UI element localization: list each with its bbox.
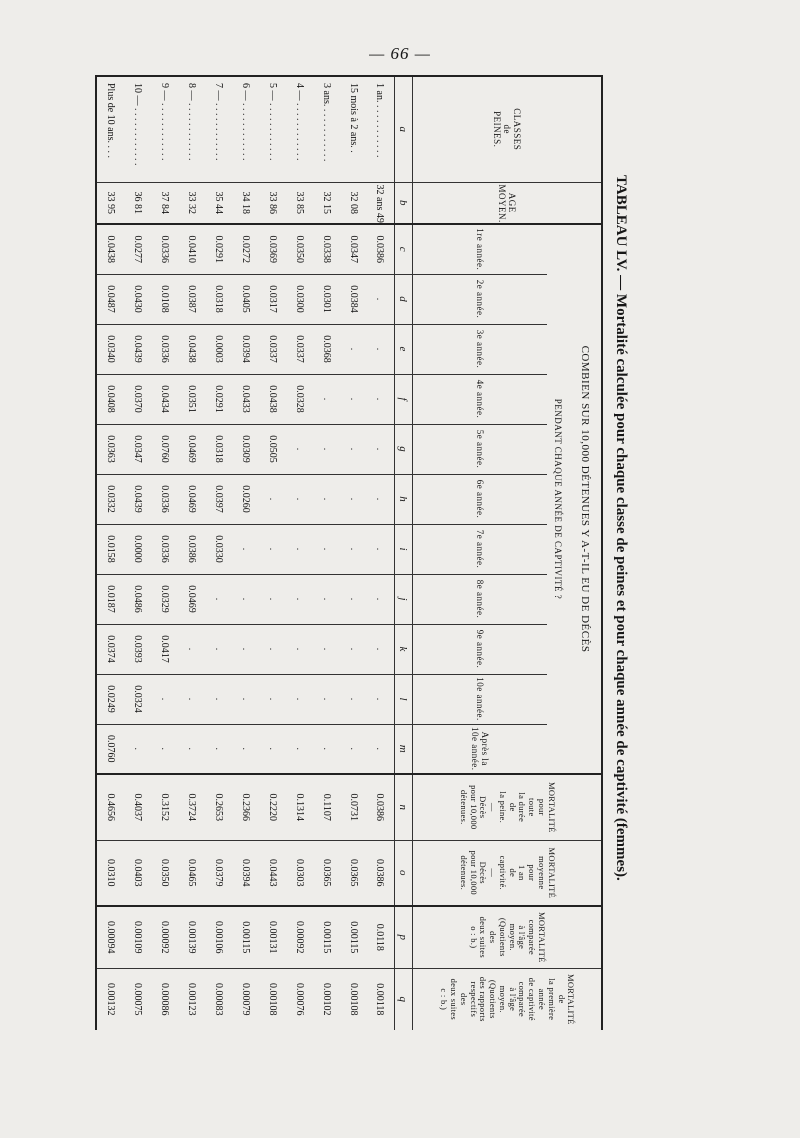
header-line: la première [546,978,557,1021]
column-letter: j [394,574,412,624]
header-year: 6e année. [412,474,547,524]
year-value: . [313,424,340,474]
year-value: 0.0393 [124,624,151,674]
header-year: 1re année. [412,224,547,274]
year-value: . [178,674,205,724]
year-value: . [366,674,394,724]
year-value: . [178,624,205,674]
year-value: 0.0439 [124,324,151,374]
year-value: . [313,624,340,674]
year-value: . [286,474,313,524]
year-value: 0.0249 [96,674,124,724]
page-number: — 66 — [369,44,431,63]
header-line: Décès [478,796,489,819]
row-label: 1 an. . . . . . . . . . . . [366,76,394,182]
year-value: 0.0332 [96,474,124,524]
mortalite-duree-value: 0.1314 [286,774,313,840]
mortalite-duree-value: 0.2366 [232,774,259,840]
column-letter: b [394,182,412,224]
year-value: . [232,574,259,624]
mortalite-duree-value: 0.2220 [259,774,286,840]
header-line: 1 an [517,864,528,881]
year-value: 0.0291 [205,374,232,424]
year-value: 0.0394 [232,324,259,374]
year-value: . [232,674,259,724]
mortalite-duree-value: 0.2653 [205,774,232,840]
mortalite-comparee-value: 0.0118 [366,906,394,968]
year-value: . [259,474,286,524]
column-letter: d [394,274,412,324]
row-age: 33 86 [259,182,286,224]
table-row [124,76,151,1030]
header-line: respectifs [468,981,479,1018]
mortalite-comparee-value: 0.00139 [178,906,205,968]
header-line: pour [537,798,547,816]
year-value: 0.0368 [313,324,340,374]
mortalite-duree-value: 0.4656 [96,774,124,840]
mortalite-duree-value: 0.3724 [178,774,205,840]
mortalite-premiere-value: 0.00132 [96,968,124,1030]
header-line: pour 10,000 [468,785,479,830]
year-value: 0.0438 [178,324,205,374]
row-age: 34 18 [232,182,259,224]
mortalite-premiere-value: 0.00075 [124,968,151,1030]
row-age: 32 08 [340,182,367,224]
header-mortalite-moyenne [412,840,602,906]
year-value: . [151,674,178,724]
row-age: 32 15 [313,182,340,224]
year-value: . [340,324,367,374]
mortalite-duree-value: 0.0386 [366,774,394,840]
header-line: moyen. [497,985,508,1013]
year-value: . [286,624,313,674]
year-value: . [259,574,286,624]
row-age: 36 81 [124,182,151,224]
year-value: 0.0300 [286,274,313,324]
header-line: c : b.) [439,988,450,1011]
row-label: 8 — . . . . . . . . . . . . [178,76,205,182]
mortalite-comparee-value: 0.00092 [286,906,313,968]
year-value: 0.0387 [178,274,205,324]
year-value: . [366,474,394,524]
year-value: 0.0317 [259,274,286,324]
header-line: comparée [517,981,528,1017]
table-row [205,76,232,1030]
mortalite-duree-value: 0.4037 [124,774,151,840]
header-line: des [488,931,499,944]
mortalite-comparee-value: 0.00115 [313,906,340,968]
header-line: — [488,802,499,812]
table-row [96,76,124,1030]
year-value: 0.0469 [178,424,205,474]
header-line: moyen. [507,923,518,951]
mortalite-comparee-value: 0.00106 [205,906,232,968]
year-value: 0.0336 [151,524,178,574]
column-letter: i [394,524,412,574]
apres-value: . [151,724,178,774]
table-row [232,76,259,1030]
row-label: 10 — . . . . . . . . . . . . [124,76,151,182]
year-value: 0.0410 [178,224,205,274]
header-line: la durée [517,792,528,823]
column-letter: c [394,224,412,274]
year-value: . [313,474,340,524]
mortalite-duree-value: 0.3152 [151,774,178,840]
year-value: 0.0337 [259,324,286,374]
apres-value: . [340,724,367,774]
row-age: 33 85 [286,182,313,224]
header-line: comparée [527,919,538,955]
header-line: de captivité [527,977,538,1021]
column-letter: e [394,324,412,374]
header-line: de [556,994,567,1004]
year-value: 0.0434 [151,374,178,424]
year-value: . [286,674,313,724]
mortalite-premiere-value: 0.00083 [205,968,232,1030]
apres-value: . [366,724,394,774]
rotated-table-frame [95,75,635,1030]
header-line: MORTALITÉ [537,911,547,963]
column-letter: h [394,474,412,524]
column-letter: m [394,724,412,774]
apres-value: . [124,724,151,774]
year-value: 0.0336 [151,324,178,374]
year-value: 0.0330 [205,524,232,574]
year-value: 0.0469 [178,474,205,524]
letters-row [394,76,412,1030]
year-value: 0.0370 [124,374,151,424]
year-value: 0.0337 [286,324,313,374]
header-line: détenues. [458,790,469,825]
year-value: . [313,524,340,574]
mortalite-moyenne-value: 0.0365 [340,840,367,906]
year-value: 0.0505 [259,424,286,474]
header-line: Décès [478,861,489,884]
mortalite-duree-value: 0.1107 [313,774,340,840]
year-value: 0.0277 [124,224,151,274]
year-value: 0.0347 [340,224,367,274]
header-line: pour [527,864,538,882]
header-pendant: PENDANT CHAQUE ANNÉE DE CAPTIVITÉ ? [547,224,569,774]
year-value: 0.0336 [151,474,178,524]
table-row [313,76,340,1030]
year-value: . [286,574,313,624]
year-value: 0.0384 [340,274,367,324]
year-value: 0.0438 [259,374,286,424]
header-line: (Quotients [497,917,508,957]
mortalite-premiere-value: 0.00108 [259,968,286,1030]
year-value: . [286,424,313,474]
header-line: des [458,993,469,1006]
year-value: 0.0386 [178,524,205,574]
year-value: . [366,374,394,424]
apres-value: . [232,724,259,774]
apres-value: 0.0760 [96,724,124,774]
year-value: . [340,624,367,674]
mortalite-premiere-value: 0.00108 [340,968,367,1030]
mortalite-comparee-value: 0.00115 [232,906,259,968]
header-year: 2e année. [412,274,547,324]
header-line: MORTALITÉ [566,973,577,1025]
year-value: 0.0760 [151,424,178,474]
year-value: . [232,524,259,574]
header-classes: CLASSES de PEINES. [412,76,602,182]
year-value: 0.0351 [178,374,205,424]
mortalite-duree-value: 0.0731 [340,774,367,840]
year-value: 0.0487 [96,274,124,324]
header-year: 10e année. [412,674,547,724]
year-value: 0.0438 [96,224,124,274]
year-value: 0.0158 [96,524,124,574]
year-value: . [340,524,367,574]
mortalite-comparee-value: 0.00115 [340,906,367,968]
row-label: 4 — . . . . . . . . . . . . [286,76,313,182]
header-line: de [507,868,518,878]
year-value: . [366,424,394,474]
header-line: deux suites [449,978,460,1020]
header-line: détenues. [458,855,469,891]
column-letter: f [394,374,412,424]
header-year: 9e année. [412,624,547,674]
year-value: 0.0430 [124,274,151,324]
year-value: 0.0433 [232,374,259,424]
mortalite-comparee-value: 0.00109 [124,906,151,968]
table-row [366,76,394,1030]
mortalite-moyenne-value: 0.0465 [178,840,205,906]
header-age: AGE MOYEN. [412,182,602,224]
row-label: 7 — . . . . . . . . . . . . [205,76,232,182]
mortalite-premiere-value: 0.00076 [286,968,313,1030]
year-value: 0.0291 [205,224,232,274]
column-letter: o [394,840,412,906]
row-label: 5 — . . . . . . . . . . . . [259,76,286,182]
year-value: . [259,624,286,674]
year-value: 0.0350 [286,224,313,274]
column-letter: n [394,774,412,840]
table-rotation-wrapper [95,75,635,1030]
header-row-1 [569,76,602,1030]
header-line: MORTALITÉ [546,781,557,833]
table-row [178,76,205,1030]
table-row [259,76,286,1030]
header-line: toute [527,798,538,817]
row-label: 3 ans. . . . . . . . . . . . [313,76,340,182]
year-value: . [232,624,259,674]
year-value: . [259,524,286,574]
year-value: . [340,574,367,624]
year-value: 0.0324 [124,674,151,724]
mortality-table [95,75,603,1030]
mortalite-moyenne-value: 0.0310 [96,840,124,906]
year-value: . [340,424,367,474]
mortalite-premiere-value: 0.00118 [366,968,394,1030]
year-value: . [205,624,232,674]
mortalite-comparee-value: 0.00131 [259,906,286,968]
year-value: 0.0386 [366,224,394,274]
year-value: 0.0336 [151,224,178,274]
year-value: 0.0439 [124,474,151,524]
year-value: . [366,574,394,624]
year-value: . [313,674,340,724]
table-row [151,76,178,1030]
mortalite-moyenne-value: 0.0394 [232,840,259,906]
year-value: 0.0374 [96,624,124,674]
table-title: TABLEAU LV. — Mortalité calculée pour chaque classe de peines et pour chaque année de captivité (femmes). [613,175,629,881]
header-line: MORTALITÉ [546,847,557,899]
header-apres: Après la 10e année. [412,724,547,774]
row-label: Plus de 10 ans. . . . [96,76,124,182]
column-letter: a [394,76,412,182]
year-value: 0.0329 [151,574,178,624]
header-line: o : b.) [468,926,479,949]
year-value: . [259,674,286,724]
column-letter: q [394,968,412,1030]
header-year: 7e année. [412,524,547,574]
year-value: . [313,374,340,424]
apres-value: . [286,724,313,774]
mortalite-premiere-value: 0.00079 [232,968,259,1030]
year-value: 0.0340 [96,324,124,374]
mortalite-moyenne-value: 0.0303 [286,840,313,906]
row-age: 33 32 [178,182,205,224]
year-value: 0.0318 [205,274,232,324]
year-value: 0.0187 [96,574,124,624]
apres-value: . [313,724,340,774]
mortalite-moyenne-value: 0.0350 [151,840,178,906]
year-value: 0.0417 [151,624,178,674]
year-value: 0.0272 [232,224,259,274]
mortalite-moyenne-value: 0.0365 [313,840,340,906]
year-value: 0.0486 [124,574,151,624]
mortalite-premiere-value: 0.00123 [178,968,205,1030]
row-age: 35 44 [205,182,232,224]
mortalite-moyenne-value: 0.0379 [205,840,232,906]
year-value: 0.0000 [124,524,151,574]
header-line: de [507,802,518,812]
year-value: . [205,574,232,624]
header-line: des rapports [478,976,489,1022]
header-mortalite-duree [412,774,602,840]
year-value: 0.0328 [286,374,313,424]
mortalite-premiere-value: 0.00086 [151,968,178,1030]
year-value: 0.0318 [205,424,232,474]
header-mortalite-premiere [412,968,602,1030]
column-letter: p [394,906,412,968]
year-value: 0.0301 [313,274,340,324]
year-value: 0.0469 [178,574,205,624]
year-value: . [366,274,394,324]
year-value: . [340,674,367,724]
column-letter: l [394,674,412,724]
mortalite-comparee-value: 0.00094 [96,906,124,968]
row-age: 32 ans 49 [366,182,394,224]
header-line: — [488,868,499,878]
row-label: 9 — . . . . . . . . . . . . [151,76,178,182]
year-value: . [340,374,367,424]
table-row [286,76,313,1030]
year-value: . [340,474,367,524]
mortalite-moyenne-value: 0.0386 [366,840,394,906]
year-value: 0.0397 [205,474,232,524]
header-mortalite-comparee [412,906,602,968]
column-letter: k [394,624,412,674]
header-line: pour 10,000 [468,850,479,895]
year-value: . [366,324,394,374]
year-value: 0.0338 [313,224,340,274]
header-line: la peine. [497,791,508,824]
year-value: 0.0408 [96,374,124,424]
row-label: 6 — . . . . . . . . . . . . [232,76,259,182]
header-line: (Quotients [488,979,499,1019]
header-line: année [537,988,547,1010]
year-value: 0.0309 [232,424,259,474]
header-year: 3e année. [412,324,547,374]
mortalite-comparee-value: 0.00092 [151,906,178,968]
apres-value: . [178,724,205,774]
header-line: captivité. [497,855,508,890]
row-label: 15 mois à 2 ans. . [340,76,367,182]
header-line: à l'âge [507,987,518,1012]
year-value: 0.0363 [96,424,124,474]
mortalite-premiere-value: 0.00102 [313,968,340,1030]
column-letter: g [394,424,412,474]
year-value: 0.0260 [232,474,259,524]
table-row [340,76,367,1030]
apres-value: . [259,724,286,774]
year-value: 0.0108 [151,274,178,324]
mortalite-moyenne-value: 0.0403 [124,840,151,906]
year-value: . [313,574,340,624]
header-year: 5e année. [412,424,547,474]
year-value: 0.0003 [205,324,232,374]
year-value: . [366,624,394,674]
header-combien: COMBIEN SUR 10,000 DÉTENUES Y A-T-IL EU DE DÉCÈS [569,224,602,774]
year-value: . [205,674,232,724]
header-line: à l'âge [517,925,528,950]
year-value: 0.0347 [124,424,151,474]
header-year: 8e année. [412,574,547,624]
year-value: . [366,524,394,574]
row-age: 33 95 [96,182,124,224]
apres-value: . [205,724,232,774]
row-age: 37 84 [151,182,178,224]
year-value: 0.0369 [259,224,286,274]
year-value: . [286,524,313,574]
mortalite-moyenne-value: 0.0443 [259,840,286,906]
header-line: moyenne [537,856,547,890]
year-value: 0.0405 [232,274,259,324]
header-line: deux suites [478,916,489,958]
header-year: 4e année. [412,374,547,424]
